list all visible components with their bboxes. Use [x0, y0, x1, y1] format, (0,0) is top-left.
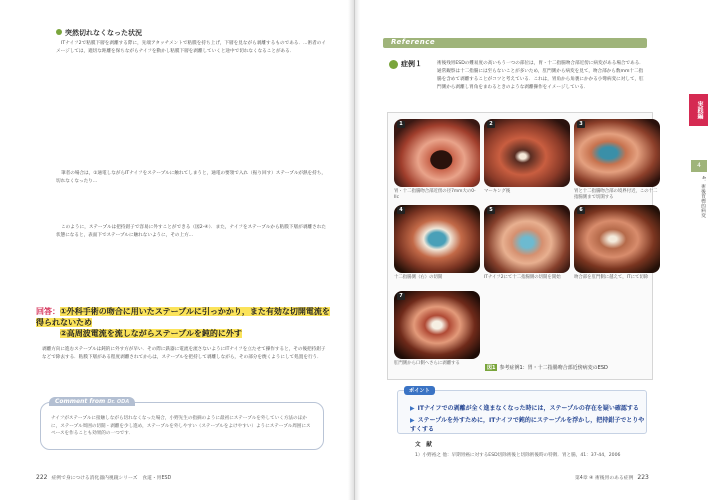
reference-item: 1）小野裕之 他：早期胃癌に対するESD切除術後と切除術後時の特徴．胃と腸，41：37-44，2006: [415, 453, 621, 458]
side-chapter-title: 4．術後胃標的病変: [700, 176, 705, 218]
section-heading: 突然切れなくなった状況: [56, 28, 142, 38]
left-footer: 222 症例で身につける消化器内視鏡シリーズ 食道・胃ESD: [36, 474, 172, 481]
figure-item: 5 ITナイフ2にて十二指腸側の切開を開始: [484, 205, 570, 287]
right-footer: 第4章 ④ 術後胃のある症例 223: [575, 474, 649, 481]
figure-item: 6 吻合部を肛門側に越えて，ITにて切除: [574, 205, 660, 287]
body-paragraph-2: 筆者の場合は，①通電しながらITナイフをステープルに触れてしまうと，通電の要領で入れ（振り回す）ステープルが熱を持ち，切れなくなったり...: [56, 171, 326, 184]
comment-tab: Comment from Dr. ODA: [49, 397, 135, 406]
references-heading: 文 献: [415, 442, 432, 448]
reference-bar: Reference: [383, 38, 647, 48]
page-number-right: 223: [637, 474, 649, 481]
figure-item: 1 胃・十二指腸吻合部近傍の径7mm大の0-IIc: [394, 119, 480, 201]
side-tab-practice: 実践編: [689, 94, 708, 126]
figure-item: 2 マーキング後: [484, 119, 570, 201]
endoscopy-figure: [387, 112, 658, 380]
comment-body: ナイフがステープルに接触しながら切れなくなった場合，小野先生の指摘のように最初にステープルを外していく方法のほかに，ステープル周囲の切開・剥離を少し進め，ステープルを外しやすい（ステープルをよけやすい）ようにステープル周囲にスペースを作ることも効果的の一つです．: [51, 416, 311, 436]
figure-item: 7 肛門側から口側へさらに剥離する: [394, 291, 480, 373]
page-number-left: 222: [36, 474, 48, 481]
answer-2: ②高周波電流を流しながらステープルを鈍的に外す: [60, 329, 242, 338]
point-item-1: ▶ ITナイフでの剥離が全く進まなくなった時には，ステープルの存在を疑い確認する: [410, 405, 639, 412]
answer-1: ①外科手術の吻合に用いたステープルに引っかかり，また有効な切開電流を得られないため: [36, 307, 330, 327]
point-item-2: ▶ ステープルを外すために，ITナイフで鈍的にステープルを浮かし，把持鉗子でとりやすくする: [410, 417, 645, 433]
case-bullet-icon: [389, 60, 398, 69]
answer-label: 回答：: [36, 307, 60, 316]
point-box: [397, 390, 647, 434]
endoscopy-image: [574, 205, 660, 273]
endoscopy-image: [394, 205, 480, 273]
triangle-bullet-icon: ▶: [410, 405, 415, 412]
figure-caption: 図1 参考症例1：胃・十二指腸吻合部近傍病変のESD: [487, 365, 608, 371]
bullet-dot-icon: [56, 29, 62, 35]
figure-item: 3 胃と十二指腸吻合部の境界付近，この十二指腸側まで切開する: [574, 119, 660, 201]
endoscopy-image: [484, 119, 570, 187]
book-spine-shadow: [348, 0, 360, 500]
side-chapter-number: 4: [691, 160, 707, 172]
case-title: 症例１: [401, 60, 422, 68]
comment-box: [40, 398, 324, 450]
triangle-bullet-icon: ▶: [410, 417, 415, 424]
figure-item: 4 十二指腸側（右）の切開: [394, 205, 480, 287]
endoscopy-image: [394, 119, 480, 187]
endoscopy-image: [574, 119, 660, 187]
endoscopy-image: [484, 205, 570, 273]
body-paragraph-1: ITナイフ2で粘膜下層を剥離する際に，先端アタッチメントで粘膜を持ち上げ，下層を見ながら剥離するものである．...術者のイメージしては，適切な距離を保ちながらナイフを動かし粘膜下層を剥離していくと途中で切れなくなることがある．: [56, 41, 326, 54]
body-paragraph-3: このように，ステープルは把持鉗子で容易に外すことができる（図2-④）．また，ナイフをステープルから粘膜下層が剥離された状態になると，表面下でステープルに触れないように，その上方...: [56, 225, 326, 238]
case-text: 術後残胃ESDの難易度の高いもう一つの部位は，胃・十二指腸吻合部近傍に病変がある場合である．通常観察は十二指腸には至らないことが多いため，肛門側から病変を見て，吻合部から数mm十二指腸を含めて剥離することがコツと考えている．これは，胃角から角裏にかかる小彎病変に対して，肛門側から剥離し胃角をまわるときのような剥離操作をイメージしている．: [437, 61, 644, 90]
answer-body: 剥離方向に進むステープルは鈍的に外す方が早い．その際に鉄器に電流を流さないようにITナイフを立たせて操作すると，その後把持鉗子などで除去する．粘膜下層がある程度剥離されてからは，ステープルを把持して剥離しながら，その部分を焼くようにして処置を行う．: [42, 347, 326, 360]
answer-block: [36, 306, 336, 339]
point-label: ポイント: [404, 386, 435, 395]
endoscopy-image: [394, 291, 480, 359]
right-page: [354, 0, 708, 500]
